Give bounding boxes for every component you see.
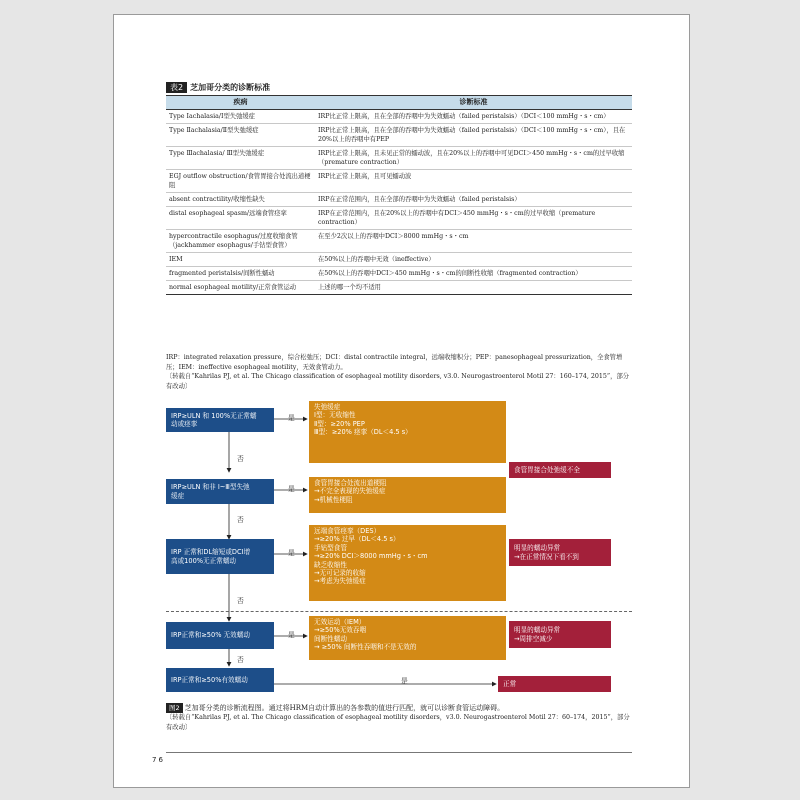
figure-source: 〔转载自“Kahrilas PJ, et al. The Chicago classification of esophageal motility disorders，v3.0. Neurogastroenterol Motil 27：60–174，2015”，部分有改动〕 xyxy=(166,714,630,731)
result-4-line-1: 无效运动（IEM） xyxy=(314,618,366,626)
disease-cell: Type Ⅲachalasia/ Ⅲ型失弛缓症 xyxy=(166,147,315,170)
table-abbreviations: IRP：integrated relaxation pressure，综合松弛压；DCI：distal contractile integral，远端收缩积分；PEP：panesophageal pressurization，全食管增压；IEM：ineffective esophageal motility，无效食管动力。 xyxy=(166,354,623,371)
result-1-line-4: Ⅲ型：≥20% 痉挛（DL＜4.5 s） xyxy=(314,428,412,437)
condition-4-line-1: IRP正常和≥50% 无效蠕动 xyxy=(171,631,250,640)
disease-cell: IEM xyxy=(166,253,315,267)
book-page xyxy=(113,14,690,788)
result-3-line-5: 缺乏收缩性 xyxy=(314,560,347,569)
note-box-egj xyxy=(509,462,611,478)
result-box-achalasia xyxy=(309,401,506,463)
criteria-cell: 上述的哪一个均不适用 xyxy=(315,281,632,295)
note-box-normal xyxy=(498,676,611,692)
condition-1-line-2: 动或痉挛 xyxy=(171,420,198,428)
result-4-line-4: → ≥50% 间断性吞咽和不是无效的 xyxy=(314,643,417,652)
result-3-line-7: →考虑为失弛缓症 xyxy=(314,577,366,586)
disease-cell: EGJ outflow obstruction/食管胃接合处流出道梗阻 xyxy=(166,170,315,193)
result-4-line-3: 间断性蠕动 xyxy=(314,634,347,643)
result-box-minor-disorders xyxy=(309,616,506,660)
disease-cell: normal esophageal motility/正常食管运动 xyxy=(166,281,315,295)
criteria-cell: 在50%以上的吞咽中DCI＞450 mmHg・s・cm的间断性收缩（fragmented contraction） xyxy=(315,267,632,281)
note-2-line-2: →在正常情况下看不到 xyxy=(514,552,579,561)
yes-label-3: 是 xyxy=(288,549,295,557)
condition-3-line-2: 高或100%无正常蠕动 xyxy=(171,556,237,565)
criteria-cell: IRP比正常上限高，且未见正常的蠕动波，且在20%以上的吞咽中可见DCI＞450 mmHg・s・cm的过早收缩（premature contraction） xyxy=(315,147,632,170)
dashed-separator xyxy=(166,611,632,612)
condition-box-2 xyxy=(166,479,274,504)
result-1-line-3: Ⅱ型：≥20% PEP xyxy=(314,419,365,428)
note-2-line-1: 明显的蠕动异常 xyxy=(514,544,561,553)
criteria-cell: IRP在正常范围内，且在全部的吞咽中为失效蠕动（failed peristalsis） xyxy=(315,193,632,207)
result-box-major-disorders xyxy=(309,525,506,601)
no-label-3: 否 xyxy=(237,597,244,605)
disease-cell: absent contractility/收缩性缺失 xyxy=(166,193,315,207)
criteria-cell: 在至少2次以上的吞咽中DCI＞8000 mmHg・s・cm xyxy=(315,230,632,253)
result-3-line-3: 手钻型食管 xyxy=(314,543,347,552)
col-header-disease: 疾病 xyxy=(166,96,315,110)
result-box-egj-obstruction xyxy=(309,477,506,513)
result-2-line-2: →不完全表现的失弛缓症 xyxy=(314,487,386,496)
yes-label-1: 是 xyxy=(288,414,295,422)
yes-label-4: 是 xyxy=(288,631,295,639)
result-2-line-3: →机械性梗阻 xyxy=(314,495,353,504)
criteria-cell: IRP比正常上限高，且在全部的吞咽中为失效蠕动（failed peristalsis）（DCI＜100 mmHg・s・cm） xyxy=(315,110,632,124)
table-badge: 表2 xyxy=(166,82,187,93)
table-source: 〔转载自“Kahrilas PJ, et al. The Chicago classification of esophageal motility disorders, v3.0. Neurogastroenterol Motil 27：160–174, 2015”，部分有改动〕 xyxy=(166,373,630,390)
note-3-line-1: 明显的蠕动异常 xyxy=(514,626,561,635)
result-1-line-1: 失弛缓症 xyxy=(314,403,341,411)
result-3-line-6: →无可记录的收缩 xyxy=(314,569,366,578)
disease-cell: distal esophageal spasm/远端食管痉挛 xyxy=(166,207,315,230)
condition-box-5 xyxy=(166,668,274,692)
condition-box-4 xyxy=(166,622,274,649)
condition-box-1 xyxy=(166,408,274,432)
figure-caption-text: 芝加哥分类的诊断流程图。通过将HRM自动计算出的各参数的值进行匹配，就可以诊断食管运动障碍。 xyxy=(184,704,505,712)
criteria-cell: 在50%以上的吞咽中无效（ineffective） xyxy=(315,253,632,267)
note-3-line-2: →周排空减少 xyxy=(514,634,553,643)
note-box-major xyxy=(509,539,611,566)
disease-cell: fragmented peristalsis/间断性蠕动 xyxy=(166,267,315,281)
disease-cell: Type Ⅰachalasia/Ⅰ型失弛缓症 xyxy=(166,110,315,124)
yes-label-2: 是 xyxy=(288,485,295,493)
note-1-line-1: 食管胃接合处弛缓不全 xyxy=(514,465,580,474)
yes-label-5: 是 xyxy=(401,677,408,685)
criteria-cell: IRP比正常上限高，且可见蠕动波 xyxy=(315,170,632,193)
note-box-minor xyxy=(509,621,611,648)
figure-caption xyxy=(166,703,632,732)
result-4-line-2: →≥50%无效吞咽 xyxy=(314,626,367,635)
result-1-line-2: Ⅰ型：无收缩性 xyxy=(314,411,356,420)
no-label-1: 否 xyxy=(237,455,244,463)
result-3-line-2: →≥20% 过早（DL＜4.5 s） xyxy=(314,535,400,544)
no-label-2: 否 xyxy=(237,516,244,524)
condition-3-line-1: IRP 正常和DL缩短或DCI增 xyxy=(171,548,251,557)
criteria-cell: IRP在正常范围内，且在20%以上的吞咽中有DCI＞450 mmHg・s・cm的过早收缩（premature contraction） xyxy=(315,207,632,230)
condition-5-line-1: IRP正常和≥50%有效蠕动 xyxy=(171,675,248,684)
col-header-criteria: 诊断标准 xyxy=(315,96,632,110)
table-title: 芝加哥分类的诊断标准 xyxy=(190,83,271,92)
disease-cell: hypercontractile esophagus/过度收缩食管（jackhammer esophagus/手钻型食管） xyxy=(166,230,315,253)
figure-badge: 图2 xyxy=(166,703,183,713)
result-3-line-1: 远端食管痉挛（DES） xyxy=(314,527,381,535)
disease-cell: Type Ⅱachalasia/Ⅱ型失弛缓症 xyxy=(166,124,315,147)
condition-2-line-2: 缓症 xyxy=(171,491,185,500)
page-number: 76 xyxy=(152,756,165,764)
result-3-line-4: →≥20% DCI＞8000 mmHg・s・cm xyxy=(314,552,428,561)
condition-1-line-1: IRP≥ULN 和 100%无正常蠕 xyxy=(171,411,257,420)
condition-box-3 xyxy=(166,539,274,574)
no-label-4: 否 xyxy=(237,656,244,664)
result-2-line-1: 食管胃接合处流出道梗阻 xyxy=(314,479,387,487)
note-4-line-1: 正常 xyxy=(503,679,517,688)
footer-rule xyxy=(166,752,632,753)
criteria-cell: IRP比正常上限高，且在全部的吞咽中为失效蠕动（failed peristalsis）（DCI＜100 mmHg・s・cm），且在20%以上的吞咽中有PEP xyxy=(315,124,632,147)
condition-2-line-1: IRP≥ULN 和非 Ⅰ~Ⅲ型失弛 xyxy=(171,483,250,492)
